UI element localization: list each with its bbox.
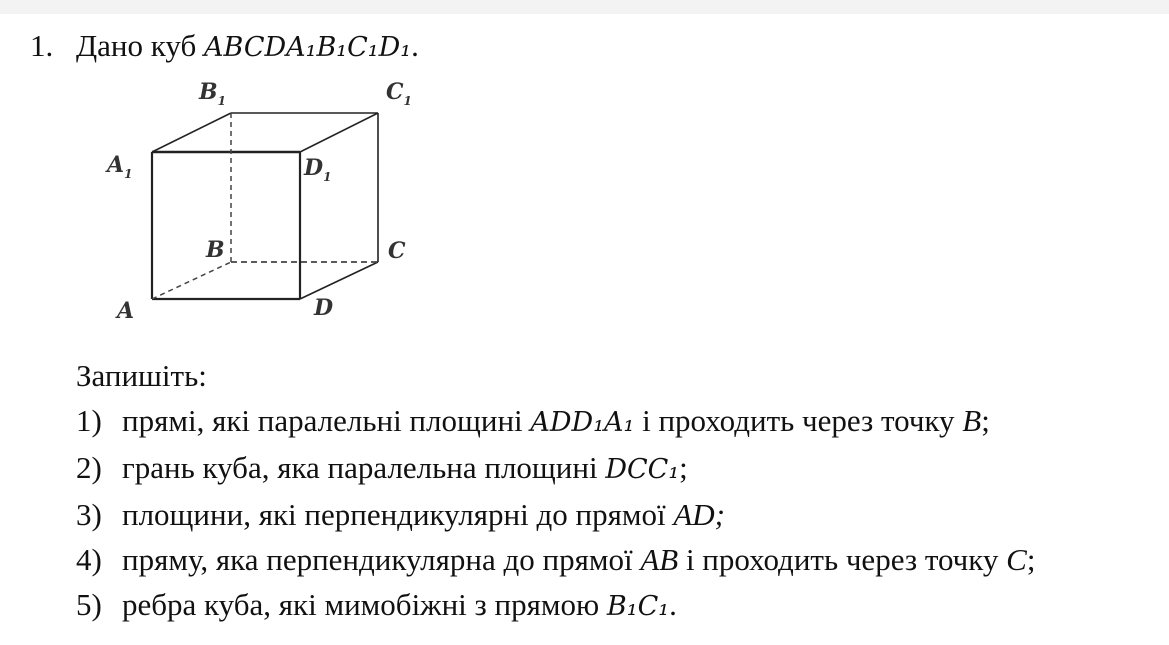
edge-DC (300, 262, 378, 299)
label-C1: $C_1$ (386, 79, 412, 108)
top-strip (0, 0, 1169, 14)
task-item (76, 492, 1035, 537)
task-text: ; (981, 403, 990, 438)
task-text: площини, які перпендикулярні до прямої (122, 497, 674, 532)
problem-end: . (411, 28, 419, 63)
task-point: C (1006, 542, 1027, 577)
task-math: DCC₁ (605, 454, 680, 485)
task-line: AD; (673, 497, 725, 532)
edge-A1B1 (152, 113, 231, 152)
task-text: і проходить через точку (678, 542, 1007, 577)
label-B: B (206, 237, 225, 263)
task-text: грань куба, яка паралельна площині (122, 450, 606, 485)
task-text: прямі, які паралельні площині (122, 403, 531, 438)
task-math: B₁C₁ (606, 591, 670, 622)
task-number: 1) (76, 403, 102, 438)
edge-AB-hidden (152, 262, 231, 299)
label-C: C (388, 238, 406, 264)
label-A: A (117, 298, 135, 324)
problem-statement (30, 26, 419, 68)
task-item (76, 445, 1035, 492)
task-item (76, 537, 1035, 582)
label-B1: $B_1$ (199, 79, 226, 108)
task-number: 3) (76, 497, 102, 532)
task-text: пряму, яка перпендикулярна до прямої (122, 542, 641, 577)
task-text: ребра куба, які мимобіжні з прямою (122, 587, 607, 622)
problem-text: Дано куб (76, 28, 204, 63)
task-text: ; (679, 450, 688, 485)
label-D1: $D_1$ (304, 155, 332, 184)
problem-number: 1. (30, 28, 54, 63)
task-number: 2) (76, 450, 102, 485)
task-item (76, 398, 1035, 445)
label-D: D (314, 295, 334, 321)
task-list (76, 398, 1035, 629)
task-text: і проходить через точку (634, 403, 963, 438)
task-text: . (669, 587, 677, 622)
cube-figure (100, 72, 430, 332)
cube-name: ABCDA₁B₁C₁D₁ (203, 32, 412, 63)
task-number: 4) (76, 542, 102, 577)
task-line: AB (640, 542, 679, 577)
tasks-title: Запишіть: (76, 358, 207, 393)
task-math: ADD₁A₁ (530, 407, 635, 438)
task-text: ; (1026, 542, 1036, 577)
edge-D1C1 (300, 113, 378, 152)
task-point: B (962, 403, 982, 438)
label-A1: $A_1$ (107, 152, 133, 181)
task-item (76, 582, 1035, 629)
task-number: 5) (76, 587, 102, 622)
cube-diagram (100, 72, 430, 332)
